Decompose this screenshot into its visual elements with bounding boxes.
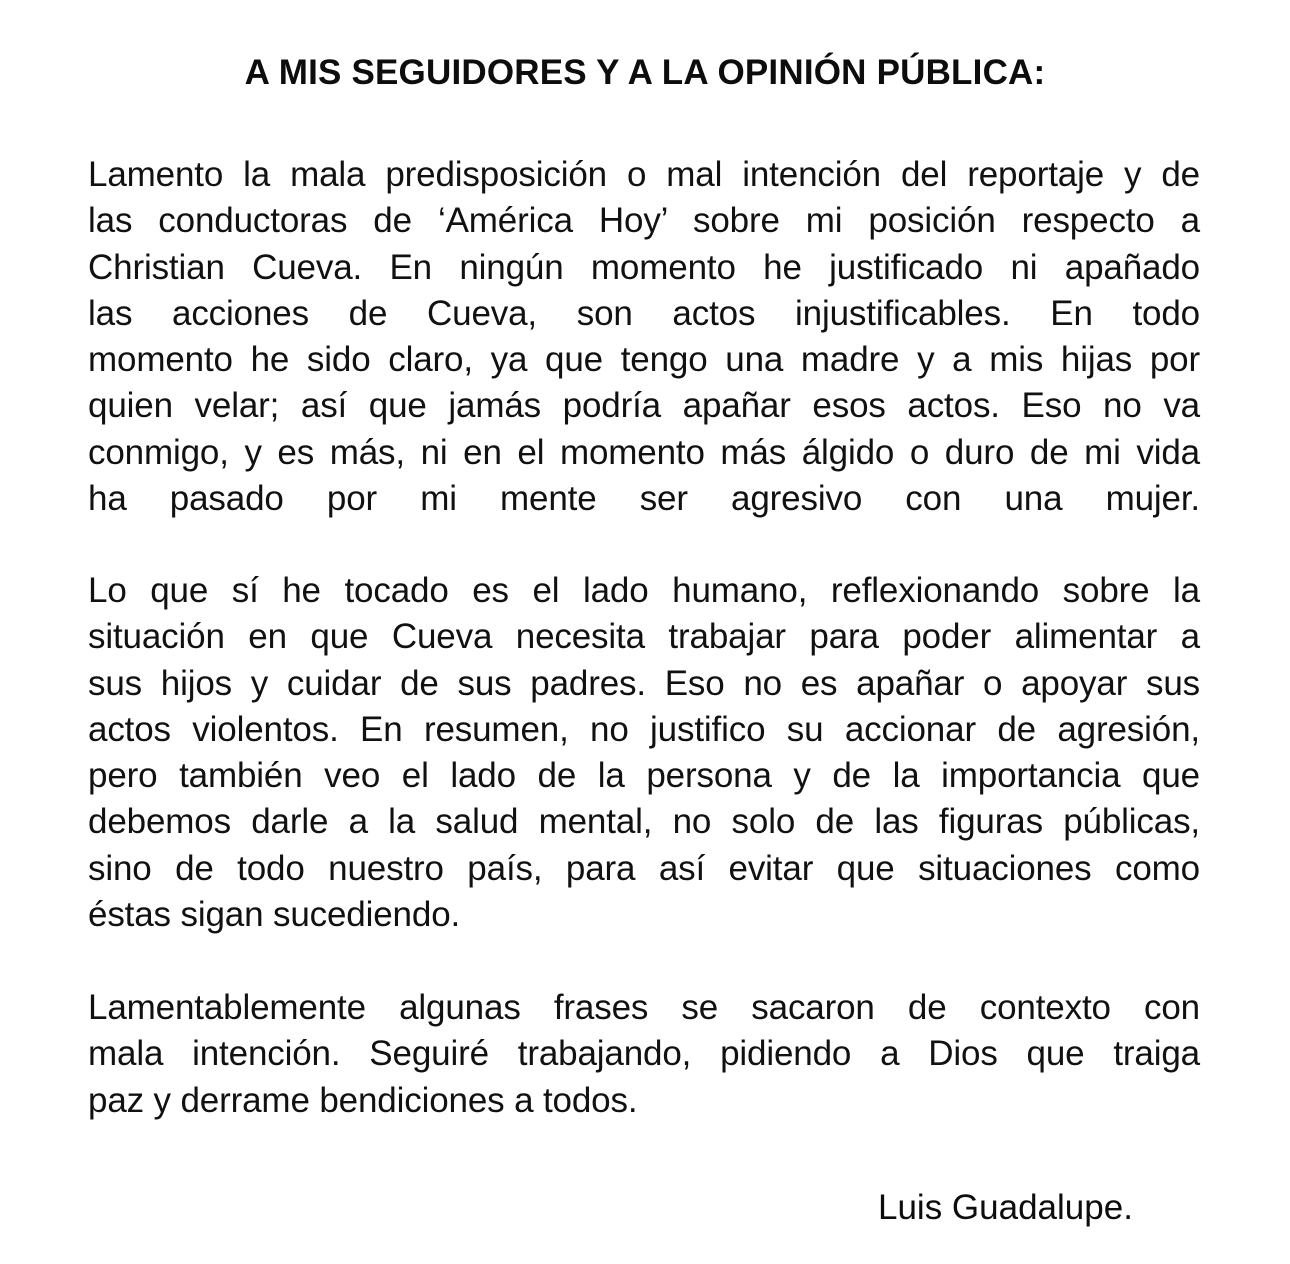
paragraph-line: mala intención. Seguiré trabajando, pidiendo a Dios que traiga (88, 1034, 1200, 1074)
paragraph-1 (88, 152, 1200, 522)
paragraph-line: momento he sido claro, ya que tengo una madre y a mis hijas por (88, 340, 1200, 380)
paragraph-line: las conductoras de ‘América Hoy’ sobre mi posición respecto a (88, 201, 1200, 241)
signature: Luis Guadalupe. (878, 1188, 1133, 1227)
paragraph-line: Lo que sí he tocado es el lado humano, reflexionando sobre la (88, 571, 1200, 610)
document-title: A MIS SEGUIDORES Y A LA OPINIÓN PÚBLICA: (244, 53, 1046, 92)
paragraph-2 (88, 568, 1200, 938)
paragraph-line: debemos darle a la salud mental, no solo de las figuras públicas, (88, 802, 1200, 842)
paragraph-line: quien velar; así que jamás podría apañar esos actos. Eso no va (88, 386, 1200, 426)
paragraph-line: actos violentos. En resumen, no justifico su accionar de agresión, (88, 709, 1200, 749)
paragraph-3 (88, 985, 1200, 1124)
paragraph-line: éstas sigan sucediendo. (88, 895, 461, 935)
paragraph-line: sus hijos y cuidar de sus padres. Eso no es apañar o apoyar sus (88, 663, 1200, 703)
paragraph-line: Lamento la mala predisposición o mal intención del reportaje y de (88, 155, 1200, 194)
paragraph-line: las acciones de Cueva, son actos injustificables. En todo (88, 293, 1200, 333)
paragraph-line: paz y derrame bendiciones a todos. (88, 1080, 638, 1120)
paragraph-line: sino de todo nuestro país, para así evitar que situaciones como (88, 848, 1200, 888)
paragraph-line: conmigo, y es más, ni en el momento más álgido o duro de mi vida (88, 432, 1200, 472)
paragraph-line: pero también veo el lado de la persona y de la importancia que (88, 756, 1200, 796)
paragraph-line: Christian Cueva. En ningún momento he justificado ni apañado (88, 247, 1200, 287)
paragraph-line: situación en que Cueva necesita trabajar para poder alimentar a (88, 617, 1200, 657)
paragraph-line: ha pasado por mi mente ser agresivo con una mujer. (88, 479, 1200, 519)
paragraph-line: Lamentablemente algunas frases se sacaron de contexto con (88, 988, 1200, 1027)
